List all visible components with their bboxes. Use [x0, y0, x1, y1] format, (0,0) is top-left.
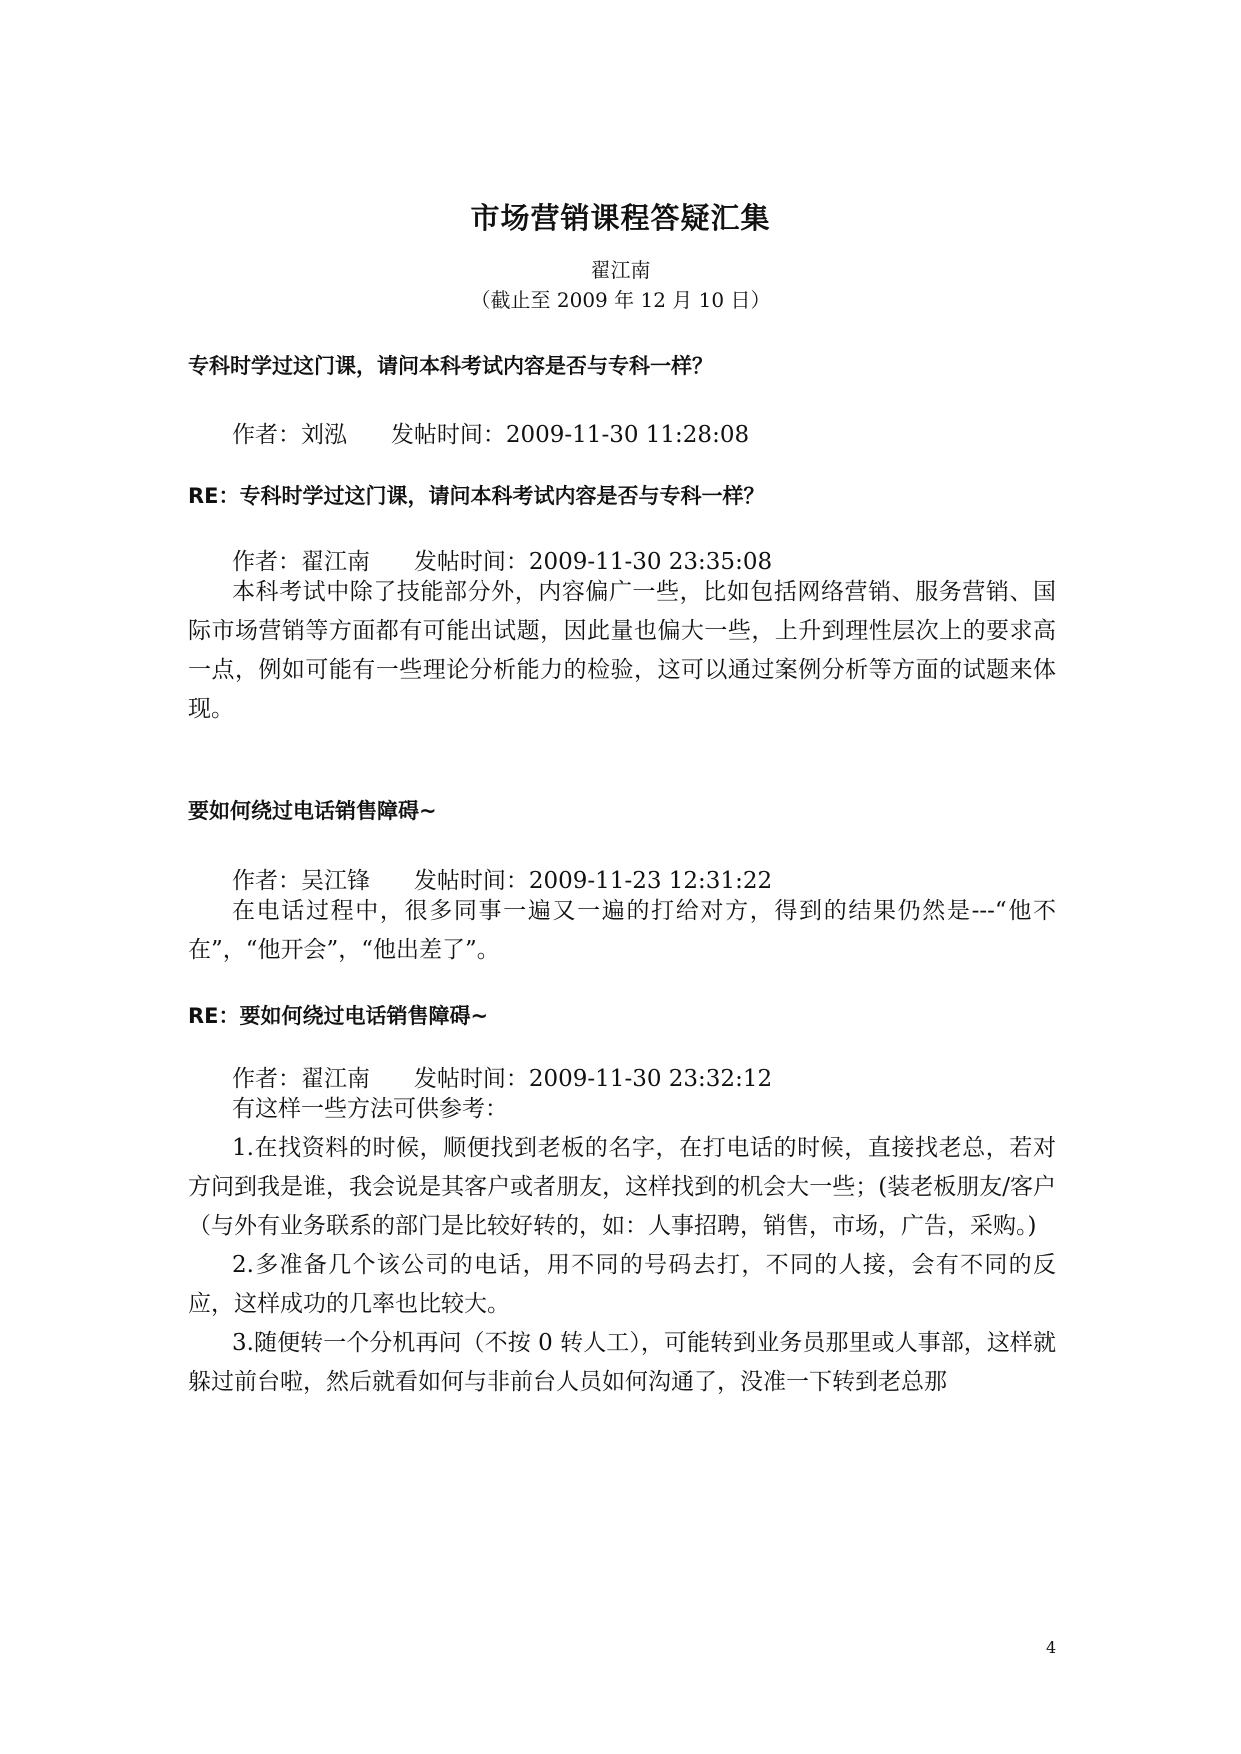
post-meta: 作者：刘泓 发帖时间：2009-11-30 11:28:08	[232, 422, 750, 448]
post-paragraph: 本科考试中除了技能部分外，内容偏广一些，比如包括网络营销、服务营销、国际市场营销等方面都有可能出试题，因此量也偏大一些，上升到理性层次上的要求高一点，例如可能有一些理论分析能力的检验，这可以通过案例分析等方面的试题来体现。	[188, 579, 1056, 722]
post-meta: 作者：翟江南 发帖时间：2009-11-30 23:35:08	[232, 549, 773, 575]
post-body	[188, 892, 1056, 970]
post-body	[188, 573, 1056, 729]
document-date-note: （截止至 2009 年 12 月 10 日）	[470, 288, 771, 312]
post-subject: RE：要如何绕过电话销售障碍~	[188, 1004, 489, 1028]
document-title: 市场营销课程答疑汇集	[470, 201, 771, 235]
post-body	[188, 1090, 1056, 1402]
post-meta: 作者：翟江南 发帖时间：2009-11-30 23:32:12	[232, 1066, 773, 1092]
post-paragraph: 1.在找资料的时候，顺便找到老板的名字，在打电话的时候，直接找老总，若对方问到我是谁，我会说是其客户或者朋友，这样找到的机会大一些；(装老板朋友/客户（与外有业务联系的部门是比较好转的，如：人事招聘，销售，市场，广告，采购。)	[188, 1135, 1056, 1239]
post-subject: RE：专科时学过这门课，请问本科考试内容是否与专科一样？	[188, 484, 765, 508]
post-paragraph: 有这样一些方法可供参考：	[232, 1096, 508, 1122]
post-paragraph: 3.随便转一个分机再问（不按 0 转人工），可能转到业务员那里或人事部，这样就躲过前台啦，然后就看如何与非前台人员如何沟通了，没准一下转到老总那	[188, 1330, 1056, 1395]
post-subject: 专科时学过这门课，请问本科考试内容是否与专科一样？	[188, 354, 713, 378]
document-author: 翟江南	[590, 258, 651, 282]
post-paragraph: 在电话过程中，很多同事一遍又一遍的打给对方，得到的结果仍然是---“他不在”，“他开会”，“他出差了”。	[188, 898, 1056, 963]
post-meta: 作者：吴江锋 发帖时间：2009-11-23 12:31:22	[232, 868, 773, 894]
post-paragraph: 2.多准备几个该公司的电话，用不同的号码去打，不同的人接，会有不同的反应，这样成功的几率也比较大。	[188, 1252, 1056, 1317]
page-number: 4	[1046, 1638, 1057, 1657]
post-subject: 要如何绕过电话销售障碍~	[188, 799, 437, 823]
